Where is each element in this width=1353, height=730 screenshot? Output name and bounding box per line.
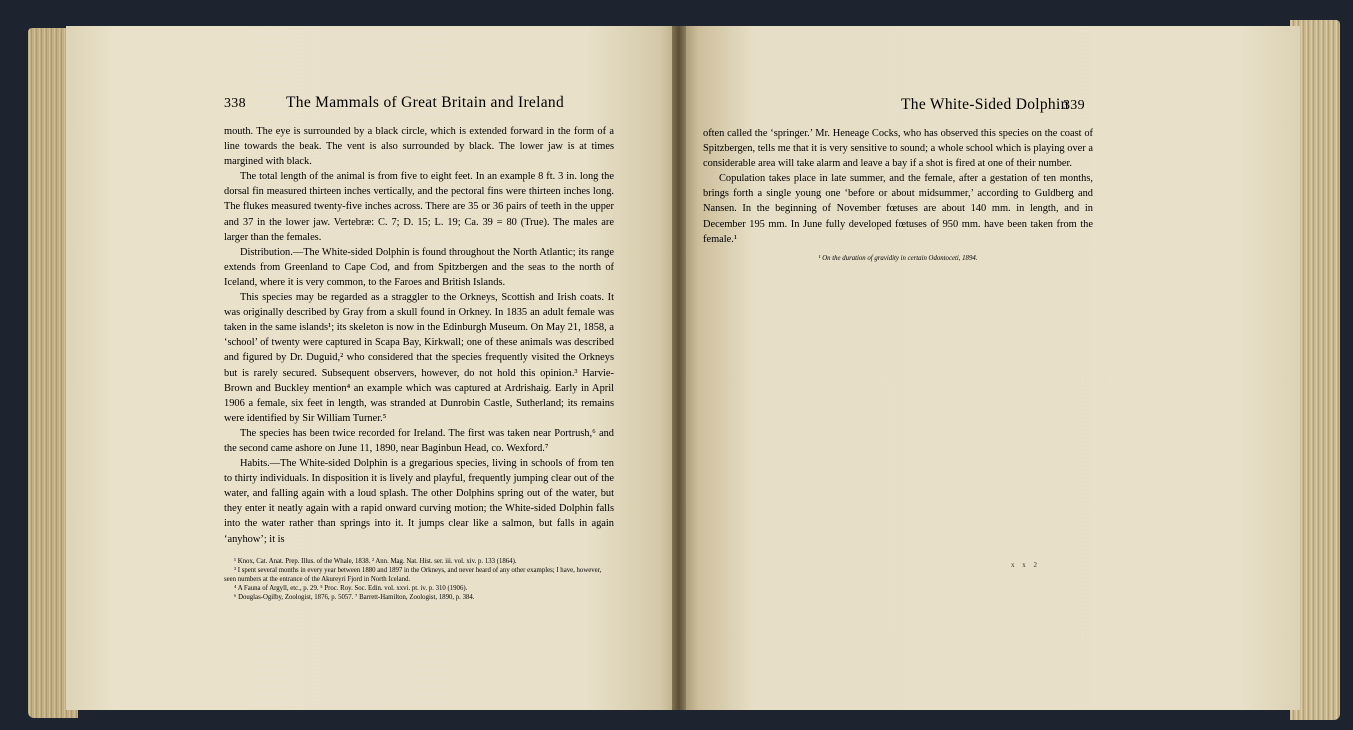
footnote: ⁶ Douglas-Ogilby, Zoologist, 1876, p. 5057. ⁷ Barrett-Hamilton, Zoologist, 1890, p. 384. — [234, 594, 475, 602]
left-paragraph: mouth. The eye is surrounded by a black circle, which is extended forward in the form of a line towards the beak. The vent is also surrounded by black. The lower jaw is at times margined with black. — [224, 126, 614, 168]
left-paragraph: Habits.—The White-sided Dolphin is a gregarious species, living in schools of from ten to thirty individuals. In disposition it is lively and playful, frequently jumping clear out of the water, and falling again with a loud splash. The other Dolphins spring out of the water, but they enter it neatly again with a rapid onward curving motion; the White-sided Dolphin falls into the water rather than springs into it. It jumps clear like a salmon, but falls in again ‘anyhow’; it is — [224, 458, 614, 545]
left-paragraph: The species has been twice recorded for Ireland. The first was taken near Portrush,⁶ and the second came ashore on June 11, 1890, near Baginbun Head, co. Wexford.⁷ — [224, 427, 614, 454]
right-paragraph: often called the ‘springer.’ Mr. Heneage Cocks, who has observed this species on the coast of Spitzbergen, tells me that it is very sensitive to sound; a whole school which is playing over a considerable area will take alarm and leave a bay if a shot is fired at one of their number. — [703, 128, 1093, 170]
right-page-number: 339 — [1063, 98, 1085, 113]
right-paragraph: Copulation takes place in late summer, and the female, after a gestation of ten months, brings forth a single young one ‘before or about midsummer,’ according to Guldberg and Nansen. In the beginning of November fœtuses are about 140 mm. in length, and in December 195 mm. In June fully developed fœtuses of 950 mm. have been taken from the female.¹ — [703, 173, 1093, 245]
left-paragraph: The total length of the animal is from five to eight feet. In an example 8 ft. 3 in. long the dorsal fin measured thirteen inches vertically, and the pectoral fins were thirteen inches long. The flukes measured twenty-five inches across. There are 35 or 36 pairs of teeth in the upper and 37 in the lower jaw. Vertebræ: C. 7; D. 15; L. 19; Ca. 39 = 80 (True). The males are larger than the females. — [224, 171, 614, 243]
left-paragraph: Distribution.—The White-sided Dolphin is found throughout the North Atlantic; its range extends from Greenland to Cape Cod, and from Spitzbergen and the seas to the north of Iceland, where it is very common, to the Faroes and British Islands. — [224, 246, 614, 288]
right-page-content — [703, 96, 1093, 262]
signature-mark: x x 2 — [1011, 561, 1040, 569]
footnote: ⁴ A Fauna of Argyll, etc., p. 29. ⁵ Proc. Roy. Soc. Edin. vol. xxvi. pt. iv. p. 310 (1906). — [234, 585, 468, 593]
right-page-body — [703, 126, 1093, 247]
left-page-body — [224, 124, 614, 547]
right-page-header — [703, 96, 1093, 118]
right-running-head: The White-Sided Dolphin — [901, 96, 1069, 113]
left-page-header — [224, 94, 614, 116]
right-footnote: ¹ On the duration of gravidity in certain Odontoceti, 1894. — [818, 254, 978, 262]
left-page-content — [224, 94, 614, 603]
left-paragraph: This species may be regarded as a straggler to the Orkneys, Scottish and Irish coats. It was originally described by Gray from a skull found in Orkney. In 1835 an adult female was taken in the same islands¹; its skeleton is now in the Edinburgh Museum. On May 21, 1858, a ‘school’ of twenty were captured in Scapa Bay, Kirkwall; one of these animals was described and figured by Dr. Duguid,² who considered that the species frequently visited the Orkneys but is rarely secured. Subsequent observers, however, do not hold this opinion.³ Harvie-Brown and Buckley mention⁴ an example which was captured at Ardrishaig. Early in April 1906 a female, six feet in length, was stranded at Dunrobin Castle, Sutherland; its remains were identified by Sir William Turner.⁵ — [224, 292, 614, 424]
left-footnotes — [224, 557, 614, 603]
left-page-number: 338 — [224, 96, 246, 111]
left-running-head: The Mammals of Great Britain and Ireland — [286, 94, 564, 111]
book-gutter — [672, 26, 686, 710]
footnote: ³ I spent several months in every year between 1880 and 1897 in the Orkneys, and never heard of any other examples; I have, however, seen numbers at the entrance of the Akureyri Fjord in North Iceland. — [224, 566, 602, 584]
footnote: ¹ Knox, Cat. Anat. Prep. Illus. of the Whale, 1838. ² Ann. Mag. Nat. Hist. ser. iii. vol. xiv. p. 133 (1864). — [234, 557, 517, 565]
